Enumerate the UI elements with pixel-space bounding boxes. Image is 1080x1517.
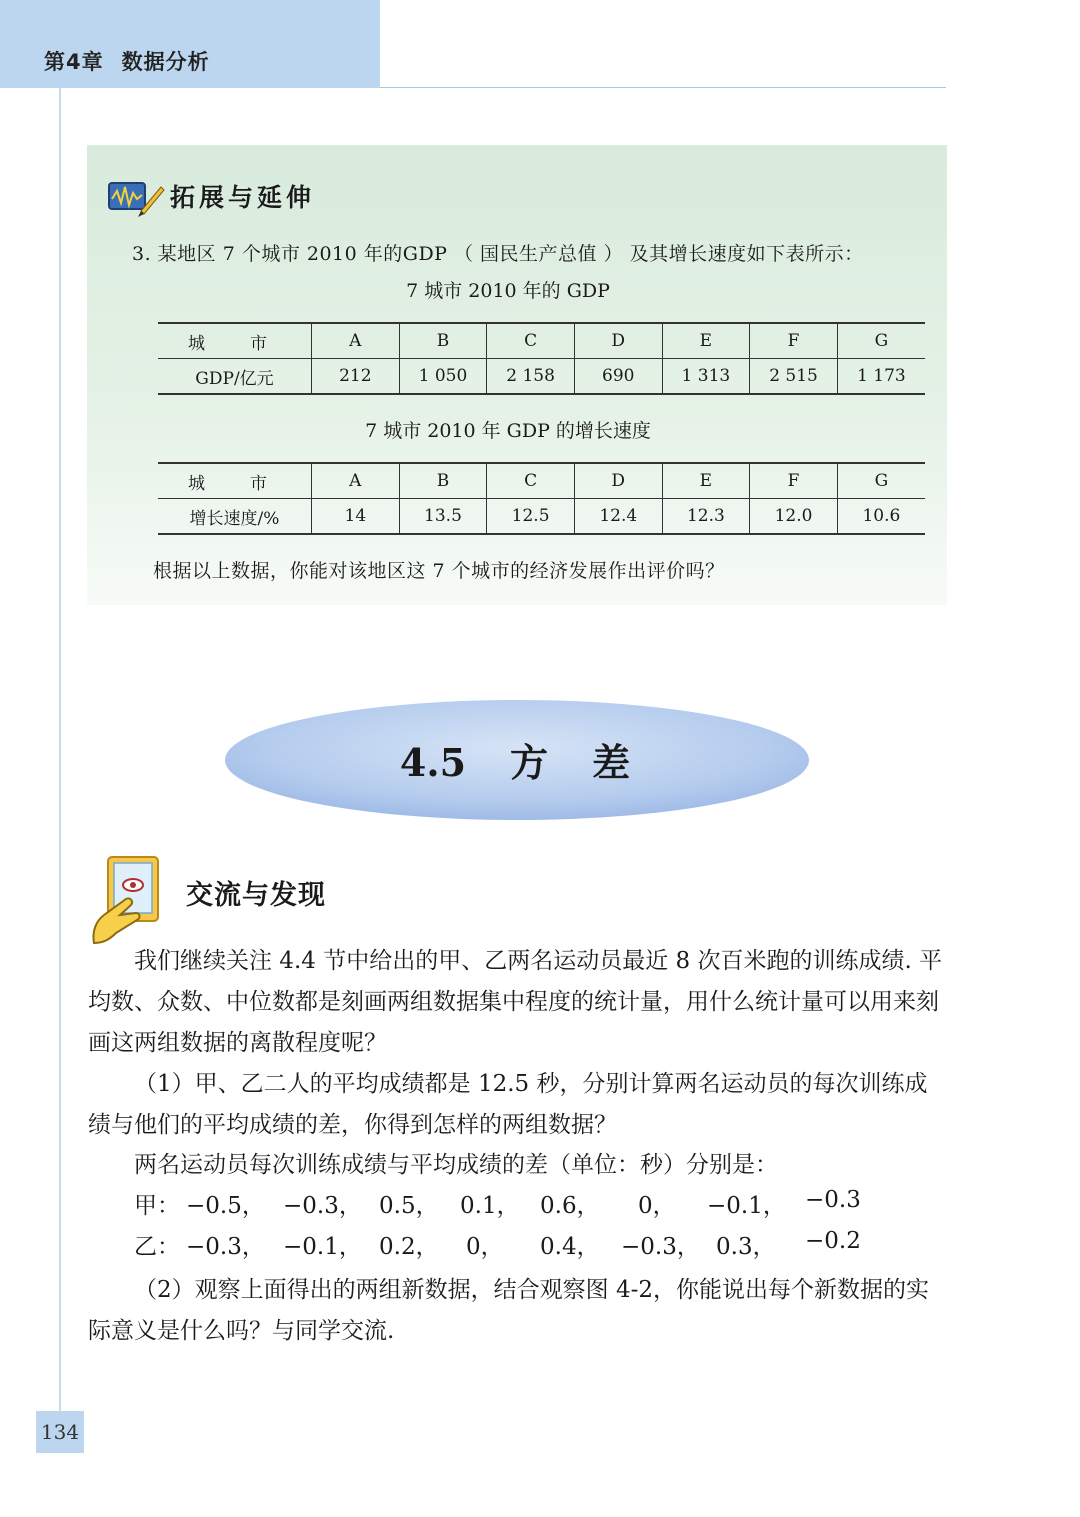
table-cell: 212 bbox=[312, 359, 400, 395]
page-number: 134 bbox=[36, 1411, 84, 1453]
table-cell: 1 050 bbox=[399, 359, 487, 395]
yi-value: −0.3， bbox=[186, 1234, 265, 1260]
jia-value: 0， bbox=[638, 1193, 676, 1219]
jia-value: −0.3 bbox=[805, 1187, 861, 1213]
table-header-cell: E bbox=[662, 323, 750, 359]
chapter-name: 数据分析 bbox=[121, 50, 210, 74]
jia-value: −0.1， bbox=[707, 1193, 786, 1219]
table-cell: 12.3 bbox=[662, 499, 750, 535]
table-header-cell: A bbox=[312, 323, 400, 359]
table-row bbox=[158, 463, 925, 499]
table-cell: 2 158 bbox=[487, 359, 575, 395]
table-header-cell: F bbox=[750, 463, 838, 499]
jia-value: 0.1， bbox=[460, 1193, 520, 1219]
table-cell: 12.4 bbox=[574, 499, 662, 535]
table-header-cell: G bbox=[837, 463, 925, 499]
table1-caption: 7 城市 2010 年的 GDP bbox=[406, 280, 610, 302]
yi-value: −0.3， bbox=[621, 1234, 700, 1260]
table-header-cell: F bbox=[750, 323, 838, 359]
header-rule bbox=[380, 87, 946, 88]
table-header-cell: C bbox=[487, 463, 575, 499]
chapter-number: 第4章 bbox=[44, 50, 104, 74]
margin-rule bbox=[59, 88, 61, 1413]
table-cell: 690 bbox=[574, 359, 662, 395]
jia-label: 甲： bbox=[134, 1193, 180, 1219]
jia-value: −0.5， bbox=[186, 1193, 265, 1219]
yi-value: 0， bbox=[466, 1234, 504, 1260]
table-row-label: 增长速度/% bbox=[158, 499, 312, 535]
table-header-cell: E bbox=[662, 463, 750, 499]
table-header-cell: 城 市 bbox=[158, 323, 312, 359]
yi-value: 0.4， bbox=[540, 1234, 600, 1260]
discussion-heading: 交流与发现 bbox=[186, 880, 326, 911]
table-cell: 12.0 bbox=[750, 499, 838, 535]
table-cell: 1 173 bbox=[837, 359, 925, 395]
waveform-pen-icon bbox=[107, 177, 165, 221]
gdp-table bbox=[158, 322, 925, 395]
table-header-cell: C bbox=[487, 323, 575, 359]
table-header-cell: 城 市 bbox=[158, 463, 312, 499]
yi-label: 乙： bbox=[134, 1234, 180, 1260]
table-cell: 10.6 bbox=[837, 499, 925, 535]
table2-caption: 7 城市 2010 年 GDP 的增长速度 bbox=[365, 420, 651, 442]
table-header-cell: D bbox=[574, 323, 662, 359]
yi-value: 0.3， bbox=[716, 1234, 776, 1260]
growth-table bbox=[158, 462, 925, 535]
difference-intro: 两名运动员每次训练成绩与平均成绩的差（单位：秒）分别是： bbox=[134, 1152, 778, 1178]
question-1: （1）甲、乙二人的平均成绩都是 12.5 秒，分别计算两名运动员的每次训练成绩与他们的平均成绩的差，你得到怎样的两组数据？ bbox=[88, 1071, 928, 1138]
jia-value: 0.5， bbox=[379, 1193, 439, 1219]
section-title-char-1: 方 bbox=[510, 740, 549, 785]
jia-value: 0.6， bbox=[540, 1193, 600, 1219]
table-row bbox=[158, 359, 925, 395]
table-cell: 1 313 bbox=[662, 359, 750, 395]
pointing-hand-screen-icon bbox=[86, 855, 170, 947]
table-header-cell: B bbox=[399, 463, 487, 499]
table-cell: 13.5 bbox=[399, 499, 487, 535]
table-header-cell: A bbox=[312, 463, 400, 499]
table-cell: 14 bbox=[312, 499, 400, 535]
yi-value: −0.2 bbox=[805, 1228, 861, 1254]
table-row bbox=[158, 499, 925, 535]
section-title bbox=[222, 732, 808, 787]
discussion-intro: 我们继续关注 4.4 节中给出的甲、乙两名运动员最近 8 次百米跑的训练成绩. 平均数、众数、中位数都是刻画两组数据集中程度的统计量，用什么统计量可以用来刻画这两组数据的离散程度呢？ bbox=[88, 948, 943, 1056]
yi-value: 0.2， bbox=[379, 1234, 439, 1260]
jia-value: −0.3， bbox=[283, 1193, 362, 1219]
chapter-title bbox=[44, 46, 228, 76]
extension-heading: 拓展与延伸 bbox=[170, 183, 316, 212]
question-3-footer: 根据以上数据，你能对该地区这 7 个城市的经济发展作出评价吗？ bbox=[153, 560, 725, 582]
question-3-text: 3. 某地区 7 个城市 2010 年的GDP （ 国民生产总值 ） 及其增长速度如下表所示： bbox=[132, 243, 864, 265]
table-cell: 12.5 bbox=[487, 499, 575, 535]
table-cell: 2 515 bbox=[750, 359, 838, 395]
table-header-cell: G bbox=[837, 323, 925, 359]
table-row-label: GDP/亿元 bbox=[158, 359, 312, 395]
table-row bbox=[158, 323, 925, 359]
question-2: （2）观察上面得出的两组新数据，结合观察图 4-2，你能说出每个新数据的实际意义是什么吗？与同学交流. bbox=[88, 1277, 929, 1344]
table-header-cell: B bbox=[399, 323, 487, 359]
yi-value: −0.1， bbox=[283, 1234, 362, 1260]
table-header-cell: D bbox=[574, 463, 662, 499]
section-number: 4.5 bbox=[399, 740, 467, 785]
section-title-char-2: 差 bbox=[592, 740, 631, 785]
